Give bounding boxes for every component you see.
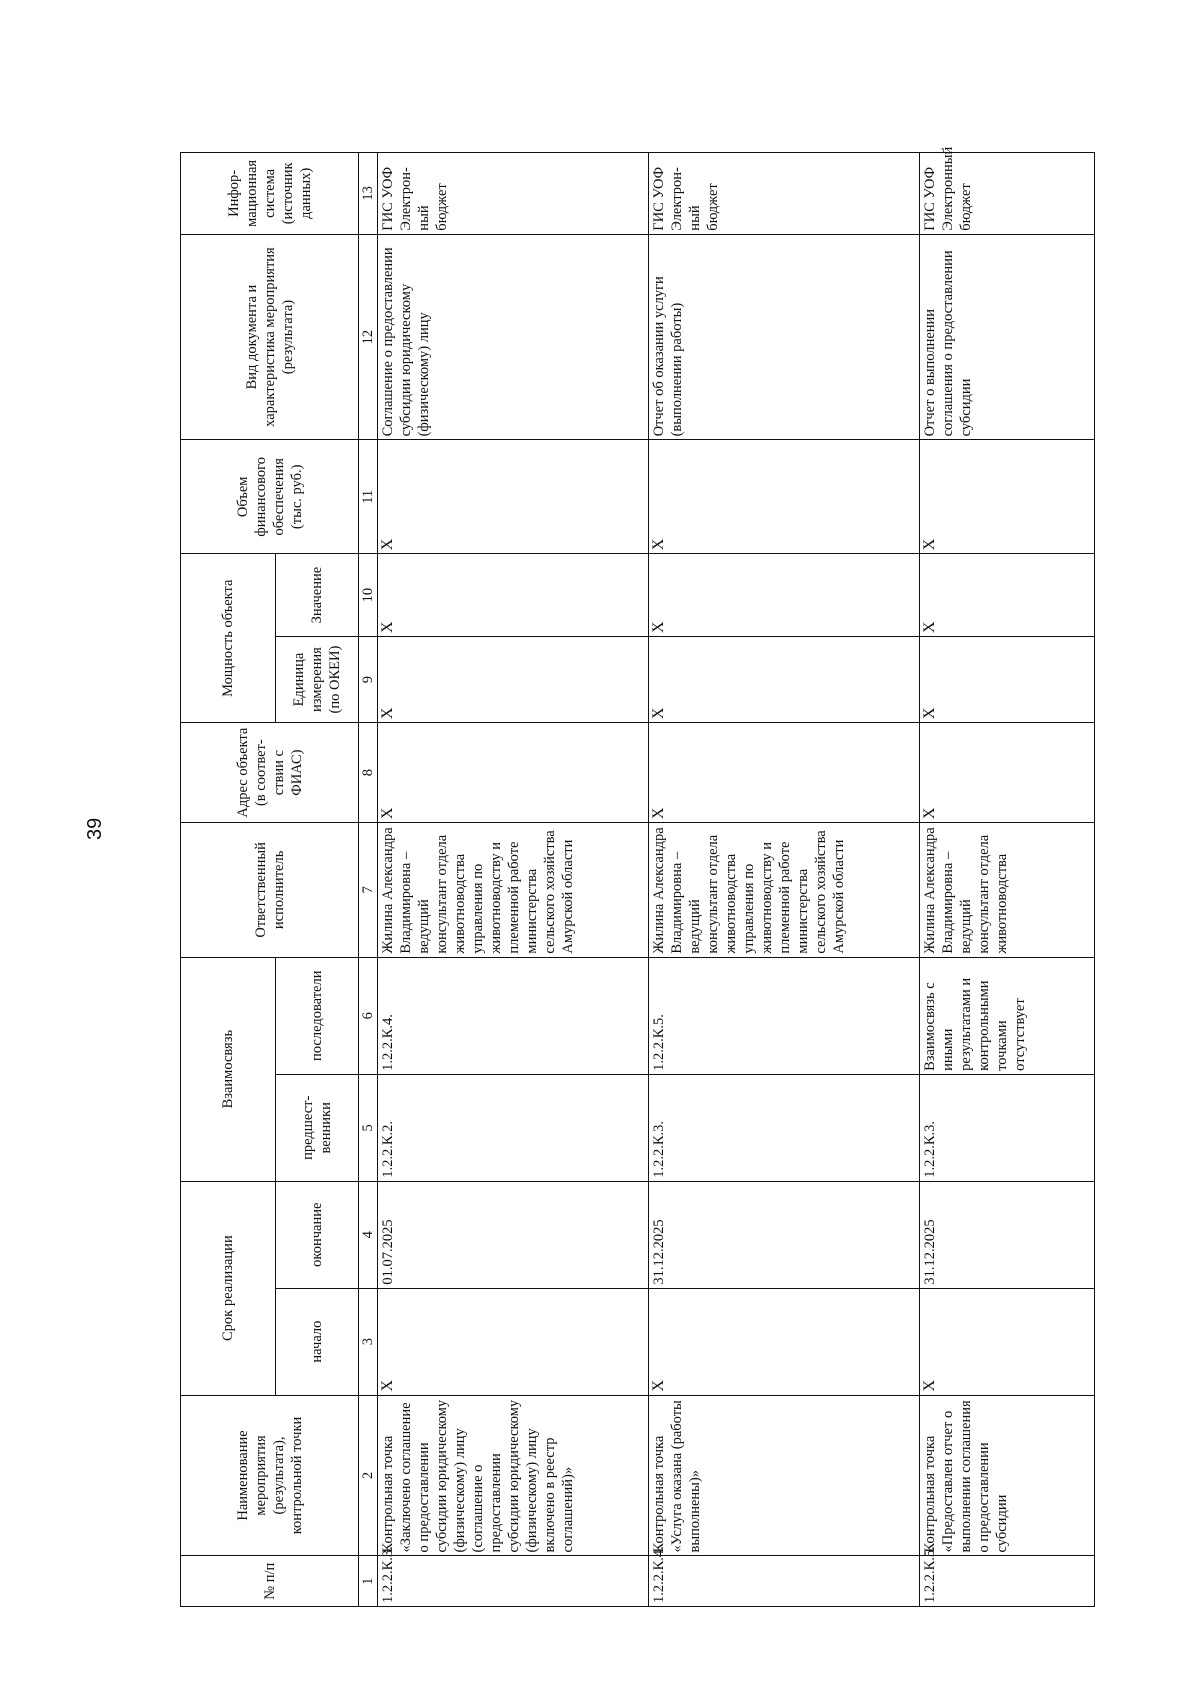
row-address: X bbox=[920, 723, 1095, 823]
header-period-end: окончание bbox=[276, 1181, 359, 1288]
row-predecessors: 1.2.2.К.3. bbox=[920, 1074, 1095, 1181]
row-name: Контрольная точка «Заключено соглашение о предоставлении субсидии юридическому (физическому) лицу (соглашение о предоставлении субсидии юридическому (физическому) лицу включено в реестр соглашений)» bbox=[378, 1395, 649, 1556]
row-system: ГИС УОФ Электронный бюджет bbox=[920, 153, 1095, 235]
row-executor: Жилина Александра Владимировна – ведущий консультант отдела животноводства управления по животноводству и племенной работе министерства сельского хозяйства Амурской области bbox=[649, 823, 920, 957]
row-end: 31.12.2025 bbox=[649, 1181, 920, 1288]
row-document: Отчет о выполнении соглашения о предоставлении субсидии bbox=[920, 234, 1095, 440]
row-value: X bbox=[649, 554, 920, 637]
row-executor: Жилина Александра Владимировна – ведущий консультант отдела животноводства управления по животноводству и племенной работе министерства сельского хозяйства Амурской области bbox=[378, 823, 649, 957]
header-capacity-value: Значение bbox=[276, 554, 359, 637]
header-finance: Объем финансового обеспечения (тыс. руб.) bbox=[181, 440, 359, 554]
header-num: № п/п bbox=[181, 1556, 359, 1607]
row-finance: X bbox=[378, 440, 649, 554]
column-number: 11 bbox=[359, 440, 378, 554]
column-number: 12 bbox=[359, 234, 378, 440]
row-start: X bbox=[378, 1288, 649, 1395]
row-num: 1.2.2.К.4. bbox=[649, 1556, 920, 1607]
row-predecessors: 1.2.2.К.2. bbox=[378, 1074, 649, 1181]
row-address: X bbox=[378, 723, 649, 823]
row-start: X bbox=[920, 1288, 1095, 1395]
column-number: 6 bbox=[359, 957, 378, 1074]
row-num: 1.2.2.К.5. bbox=[920, 1556, 1095, 1607]
row-unit: X bbox=[649, 636, 920, 722]
row-value: X bbox=[378, 554, 649, 637]
row-finance: X bbox=[920, 440, 1095, 554]
table-row bbox=[920, 153, 1095, 1607]
column-number: 7 bbox=[359, 823, 378, 957]
row-start: X bbox=[649, 1288, 920, 1395]
header-system: Инфор-мационная система (источник данных) bbox=[181, 153, 359, 235]
header-document: Вид документа и характеристика мероприятия (результата) bbox=[181, 234, 359, 440]
row-unit: X bbox=[378, 636, 649, 722]
row-document: Соглашение о предоставлении субсидии юридическому (физическому) лицу bbox=[378, 234, 649, 440]
header-name: Наименование мероприятия (результата), контрольной точки bbox=[181, 1395, 359, 1556]
row-executor: Жилина Александра Владимировна – ведущий консультант отдела животноводства bbox=[920, 823, 1095, 957]
column-number: 4 bbox=[359, 1181, 378, 1288]
row-successors: 1.2.2.К.4. bbox=[378, 957, 649, 1074]
table-row bbox=[378, 153, 649, 1607]
header-row-top bbox=[181, 153, 276, 1607]
header-successors: последователи bbox=[276, 957, 359, 1074]
row-end: 31.12.2025 bbox=[920, 1181, 1095, 1288]
row-unit: X bbox=[920, 636, 1095, 722]
plan-table bbox=[180, 146, 1095, 1607]
row-value: X bbox=[920, 554, 1095, 637]
column-numbers-row bbox=[359, 153, 378, 1607]
column-number: 10 bbox=[359, 554, 378, 637]
header-address: Адрес объекта (в соответ-ствии с ФИАС) bbox=[181, 723, 359, 823]
row-num: 1.2.2.К.3. bbox=[378, 1556, 649, 1607]
row-end: 01.07.2025 bbox=[378, 1181, 649, 1288]
row-document: Отчет об оказании услуги (выполнении работы) bbox=[649, 234, 920, 440]
row-successors: Взаимосвязь с иными результатами и контрольными точками отсутствует bbox=[920, 957, 1095, 1074]
header-capacity: Мощность объекта bbox=[181, 554, 276, 723]
row-system: ГИС УОФ Электрон-ный бюджет bbox=[378, 153, 649, 235]
column-number: 2 bbox=[359, 1395, 378, 1556]
row-name: Контрольная точка «Услуга оказана (работы выполнены)» bbox=[649, 1395, 920, 1556]
header-predecessors: предшест-венники bbox=[276, 1074, 359, 1181]
header-relation: Взаимосвязь bbox=[181, 957, 276, 1181]
plan-table-sheet bbox=[180, 146, 1095, 1607]
column-number: 1 bbox=[359, 1556, 378, 1607]
header-capacity-unit: Единица измерения (по ОКЕИ) bbox=[276, 636, 359, 722]
header-period: Срок реализации bbox=[181, 1181, 276, 1395]
table-row bbox=[649, 153, 920, 1607]
row-system: ГИС УОФ Электрон-ный бюджет bbox=[649, 153, 920, 235]
row-finance: X bbox=[649, 440, 920, 554]
column-number: 13 bbox=[359, 153, 378, 235]
column-number: 3 bbox=[359, 1288, 378, 1395]
row-address: X bbox=[649, 723, 920, 823]
header-period-start: начало bbox=[276, 1288, 359, 1395]
column-number: 9 bbox=[359, 636, 378, 722]
column-number: 5 bbox=[359, 1074, 378, 1181]
page-number: 39 bbox=[84, 817, 106, 840]
row-successors: 1.2.2.К.5. bbox=[649, 957, 920, 1074]
column-number: 8 bbox=[359, 723, 378, 823]
header-executor: Ответственный исполнитель bbox=[181, 823, 359, 957]
row-name: Контрольная точка «Предоставлен отчет о выполнении соглашения о предоставлении субсидии bbox=[920, 1395, 1095, 1556]
row-predecessors: 1.2.2.К.3. bbox=[649, 1074, 920, 1181]
